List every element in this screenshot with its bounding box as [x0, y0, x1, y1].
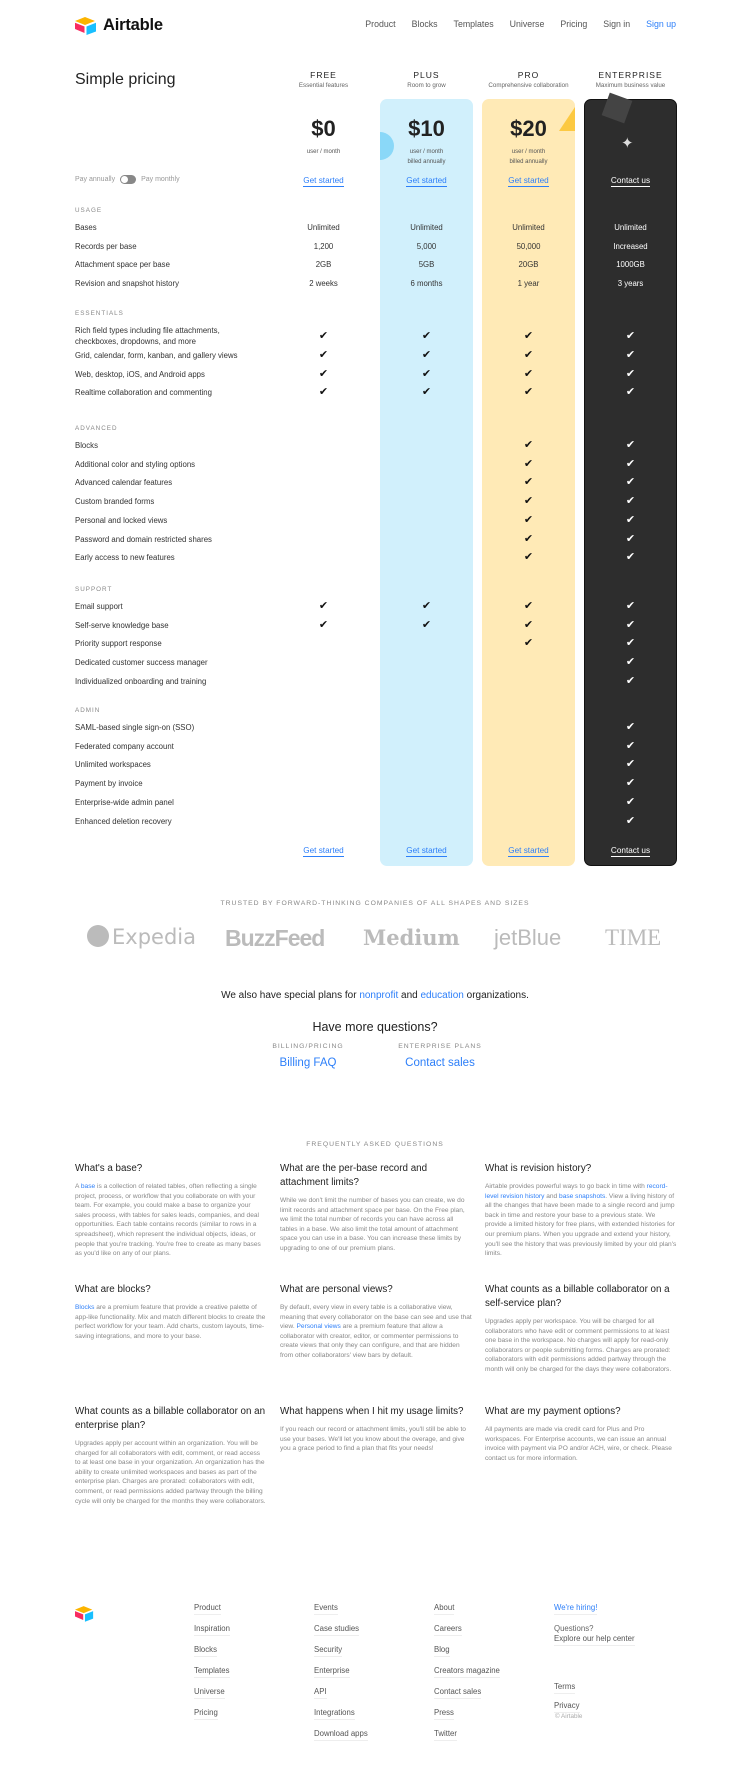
billing-faq-link[interactable]: Billing FAQ — [279, 1057, 337, 1069]
help-center-link[interactable]: Explore our help center — [554, 1634, 635, 1646]
feature-row-label: Advanced calendar features — [75, 478, 173, 488]
faq-item — [485, 1283, 677, 1375]
free-value: Unlimited — [307, 223, 340, 232]
enterprise-plan-subtitle: Maximum business value — [595, 82, 666, 89]
faq-answer-text: By default, every view in every table is a collaborative view, meaning that every collaborator on the base can see and use that view. — [280, 1304, 472, 1331]
faq-item — [75, 1405, 267, 1506]
check-icon: ✔ — [421, 330, 432, 342]
faq-item — [280, 1162, 472, 1254]
check-icon: ✔ — [625, 721, 636, 733]
check-icon: ✔ — [318, 349, 329, 361]
sparkle-icon: ✦ — [621, 135, 634, 152]
more-questions-title: Have more questions? — [312, 1020, 438, 1034]
check-icon: ✔ — [625, 349, 636, 361]
faq-answer-text: Upgrades apply per workspace. You will be charged for all collaborators who have edit or comment permissions to at least one base in the workspace. No charges will apply for read-only collaborators or people submitting forms. Charges are prorated: collaborators with edit permissions added partway through the month will only be charged for the days they were collaborators. — [485, 1318, 672, 1373]
check-icon: ✔ — [523, 439, 534, 451]
feature-row-label: Blocks — [75, 441, 98, 450]
check-icon: ✔ — [523, 330, 534, 342]
feature-row-label: Individualized onboarding and training — [75, 676, 207, 686]
plus-value: 5,000 — [416, 241, 437, 251]
feature-row-label: Enterprise-wide admin panel — [75, 797, 174, 807]
faq-answer-link[interactable]: base snapshots — [559, 1192, 606, 1200]
free-cta-button-bottom[interactable] — [277, 846, 370, 855]
special-plans-text: We also have special plans for nonprofit and education organizations. — [221, 990, 529, 1001]
billing-toggle — [75, 175, 180, 184]
feature-row-label: Federated company account — [75, 741, 174, 751]
faq-question: What happens when I hit my usage limits? — [280, 1406, 464, 1417]
enterprise-value: 1000GB — [616, 260, 645, 270]
pro-value: Unlimited — [512, 223, 545, 232]
faq-question: What are blocks? — [75, 1284, 151, 1295]
plus-cta-button[interactable] — [380, 176, 473, 185]
feature-row-label: Enhanced deletion recovery — [75, 816, 172, 826]
check-icon: ✔ — [523, 457, 534, 470]
check-icon: ✔ — [625, 637, 636, 650]
free-price-unit-line1: user / month — [306, 149, 341, 155]
faq-answer-link[interactable]: Personal views — [296, 1323, 341, 1331]
plus-plan-name: PLUS — [413, 70, 440, 80]
footer-airtable-logo-icon[interactable] — [75, 1605, 94, 1622]
check-icon: ✔ — [421, 600, 432, 612]
section-admin: ADMIN — [75, 707, 101, 714]
plus-price-unit — [380, 147, 473, 167]
free-value: 2GB — [315, 260, 332, 270]
expedia-logo: Expedia — [87, 925, 196, 949]
enterprise-value: Increased — [613, 241, 648, 251]
faq-answer-text: All payments are made via credit card for Plus and Pro workspaces. For Enterprise accounts, we can issue an annual invoice with payment via PO and/or ACH, wire, or check. Please contact us for more information. — [485, 1426, 672, 1462]
enterprise-value: 3 years — [617, 279, 644, 289]
faq-answer-text: is a collection of related tables, often reflecting a single project, process, or workflow that you collaborate on with your team. For example, you could make a base to organize your sales process, with tables for sales leads, companies, and deal opportunities. Each table contains records (similar to rows in a spreadsheet), which represent the individual objects, ideas, or people that you're tracking. You're free to create as many bases as you'd like on any of our plans. — [75, 1183, 261, 1258]
copyright: © Airtable — [555, 1713, 583, 1720]
faq-answer-text: Airtable provides powerful ways to go back in time with — [485, 1183, 647, 1190]
feature-row-label: SAML-based single sign-on (SSO) — [75, 723, 195, 732]
hiring-link[interactable]: We're hiring! — [554, 1603, 597, 1615]
footer-link-contact-sales[interactable]: Contact sales — [434, 1687, 481, 1699]
airtable-logo-icon — [75, 16, 97, 35]
free-value: 2 weeks — [309, 279, 338, 289]
nav-pricing[interactable]: Pricing — [560, 19, 588, 29]
nav-product[interactable]: Product — [365, 19, 396, 29]
footer-column-2 — [314, 1603, 368, 1741]
pro-cta-label: Get started — [508, 846, 549, 855]
footer-column-1 — [194, 1603, 230, 1720]
feature-row-label: Additional color and styling options — [75, 459, 196, 469]
feature-row-label: Email support — [75, 602, 123, 611]
faq-answer-text: and — [544, 1192, 560, 1200]
footer-link-case-studies[interactable]: Case studies — [314, 1624, 359, 1636]
faq-answer — [280, 1196, 472, 1254]
footer-link-blog[interactable]: Blog — [434, 1645, 450, 1657]
faq-answer-link[interactable]: record-level revision history — [485, 1183, 668, 1200]
faq-question: What are my payment options? — [485, 1406, 621, 1417]
education-link[interactable]: education — [420, 990, 464, 1001]
footer-link-security[interactable]: Security — [314, 1645, 342, 1657]
check-icon: ✔ — [625, 795, 636, 808]
faq-question: What's a base? — [75, 1163, 143, 1174]
check-icon: ✔ — [523, 532, 534, 545]
check-icon: ✔ — [318, 600, 329, 612]
faq-answer — [75, 1439, 267, 1506]
faq-question: What is revision history? — [485, 1163, 592, 1174]
faq-question: What counts as a billable collaborator on an enterprise plan? — [75, 1406, 266, 1431]
buzzfeed-logo: BuzzFeed — [225, 925, 325, 951]
footer-link-universe[interactable]: Universe — [194, 1687, 225, 1699]
check-icon: ✔ — [625, 674, 636, 687]
section-essentials: ESSENTIALS — [75, 310, 124, 317]
faq-answer-text: . View a living history of all the changes that have been made to a single record and jump back in time and restore your base to a previous state. We provide a limited history for free plans, with extended histories for our premium plans. When you upgrade and extend your history, you'll see the history that was previously limited by your old plan's limits. — [485, 1192, 677, 1258]
check-icon: ✔ — [318, 386, 329, 399]
check-icon: ✔ — [523, 513, 534, 526]
check-icon: ✔ — [625, 618, 636, 631]
feature-row-label: Early access to new features — [75, 553, 175, 563]
free-cta-label: Get started — [303, 176, 344, 185]
free-plan-name: FREE — [310, 70, 337, 80]
check-icon: ✔ — [318, 618, 329, 631]
check-icon: ✔ — [625, 551, 636, 564]
feature-row-label: Attachment space per base — [75, 260, 170, 270]
pro-plan-name: PRO — [517, 70, 540, 80]
faq-answer-text: are a premium feature that allow a collaborator with creator, editor, or commenter permissions to create views that only they can configure, and that are hidden from other collaborators' view bars by default. — [280, 1323, 460, 1359]
plus-column-background — [380, 99, 473, 866]
check-icon: ✔ — [523, 476, 534, 489]
plus-price: $10 — [408, 116, 445, 141]
check-icon: ✔ — [523, 600, 534, 612]
check-icon: ✔ — [625, 330, 636, 342]
faq-question: What are personal views? — [280, 1284, 393, 1295]
plus-value: Unlimited — [410, 223, 443, 232]
check-icon: ✔ — [625, 814, 636, 827]
faq-answer — [280, 1303, 472, 1361]
feature-row-label: Self-serve knowledge base — [75, 620, 169, 630]
faq-question: What are the per-base record and attachment limits? — [280, 1163, 428, 1188]
plus-price-unit-line2: billed annually — [407, 159, 446, 165]
pro-price: $20 — [510, 116, 547, 141]
footer-link-twitter[interactable]: Twitter — [434, 1729, 457, 1741]
enterprise-decoration-shape — [602, 93, 633, 124]
check-icon: ✔ — [523, 495, 534, 508]
free-plan-subtitle: Essential features — [298, 82, 349, 89]
feature-row-label: Dedicated customer success manager — [75, 658, 208, 668]
check-icon: ✔ — [625, 476, 636, 489]
plus-value: 6 months — [410, 279, 443, 289]
plus-cta-button-bottom[interactable] — [380, 846, 473, 855]
pay-annually-label: Pay annually — [75, 176, 116, 183]
pro-price-unit-line2: billed annually — [509, 159, 548, 165]
footer-column-4 — [554, 1603, 635, 1713]
terms-link[interactable]: Terms — [554, 1682, 575, 1694]
feature-row-label: Bases — [75, 223, 97, 232]
airtable-logo[interactable] — [75, 16, 163, 35]
check-icon: ✔ — [625, 386, 636, 399]
faq-answer-text: While we don't limit the number of bases you can create, we do limit records and attachment space per base. On the Free plan, we limit the total number of records you can have across all tables in a base. We also limit the total amount of attachment space you can use in a base. You can increase these limits by upgrading to one of our premium plans. — [280, 1197, 465, 1252]
free-value: 1,200 — [313, 241, 334, 251]
check-icon: ✔ — [421, 618, 432, 631]
nav-universe[interactable]: Universe — [509, 19, 545, 29]
footer-link-pricing[interactable]: Pricing — [194, 1708, 218, 1720]
faq-answer — [485, 1317, 677, 1375]
feature-row-label: Records per base — [75, 241, 137, 251]
faq-answer-link[interactable]: Blocks — [75, 1304, 95, 1311]
faq-answer — [485, 1182, 677, 1259]
feature-row-label: Personal and locked views — [75, 515, 168, 525]
nav-sign-up[interactable]: Sign up — [646, 19, 676, 29]
feature-row-label: Revision and snapshot history — [75, 279, 180, 289]
billing-pricing-label: BILLING/PRICING — [272, 1043, 344, 1050]
section-usage: USAGE — [75, 207, 103, 214]
faq-answer — [75, 1182, 267, 1259]
faq-answer — [75, 1303, 267, 1341]
faq-title: FREQUENTLY ASKED QUESTIONS — [306, 1141, 444, 1148]
check-icon: ✔ — [625, 739, 636, 752]
check-icon: ✔ — [523, 386, 534, 399]
pro-plan-subtitle: Comprehensive collaboration — [488, 82, 569, 89]
enterprise-plans-label: ENTERPRISE PLANS — [398, 1043, 482, 1050]
faq-item — [280, 1283, 472, 1361]
pro-price-unit-line1: user / month — [511, 149, 546, 155]
plus-plan-subtitle: Room to grow — [407, 82, 446, 89]
faq-answer — [280, 1425, 472, 1454]
feature-row-label: Custom branded forms — [75, 497, 155, 507]
check-icon: ✔ — [318, 367, 329, 380]
plus-cta-label: Get started — [406, 176, 447, 185]
billing-switch[interactable] — [120, 175, 136, 184]
pro-cta-button-bottom[interactable] — [482, 846, 575, 855]
plus-value: 5GB — [418, 260, 435, 270]
check-icon: ✔ — [625, 457, 636, 470]
footer-link-inspiration[interactable]: Inspiration — [194, 1624, 230, 1636]
plus-cta-label: Get started — [406, 846, 447, 855]
faq-answer-text: are a premium feature that provide a creative palette of app-like functionality. Mix and match different blocks to create the perfect workflow for your team. Add charts, custom layouts, time-saving integrations, and more to your base. — [75, 1304, 266, 1340]
footer-link-events[interactable]: Events — [314, 1603, 338, 1615]
enterprise-cta-button-bottom[interactable] — [584, 846, 677, 855]
check-icon: ✔ — [625, 600, 636, 612]
check-icon: ✔ — [625, 758, 636, 771]
feature-row-label: Unlimited workspaces — [75, 760, 151, 770]
footer-column-3 — [434, 1603, 500, 1741]
footer-link-integrations[interactable]: Integrations — [314, 1708, 355, 1720]
check-icon: ✔ — [625, 439, 636, 451]
check-icon: ✔ — [625, 532, 636, 545]
footer-link-product[interactable]: Product — [194, 1603, 221, 1615]
enterprise-cta-label: Contact us — [610, 846, 651, 855]
feature-row-label: Password and domain restricted shares — [75, 534, 212, 544]
nav-templates[interactable]: Templates — [453, 19, 494, 29]
contact-sales-link[interactable]: Contact sales — [405, 1057, 475, 1069]
faq-answer-text: A — [75, 1183, 81, 1190]
enterprise-plan-name: ENTERPRISE — [598, 70, 663, 80]
faq-answer-text: Upgrades apply per account within an organization. You will be charged for all collaborators with edit, comment, or read access to at least one base in your organization. An organization has the ability to create unlimited workspaces and bases as part of the enterprise plan. Charges are prorated: collaborators with edit, comment, or read permissions added partway through the billing cycle will only be charged for the months they were collaborators. — [75, 1440, 266, 1505]
footer-link-enterprise[interactable]: Enterprise — [314, 1666, 350, 1678]
feature-row-label: Web, desktop, iOS, and Android apps — [75, 369, 205, 379]
footer-link-api[interactable]: API — [314, 1687, 327, 1699]
pro-cta-label: Get started — [508, 176, 549, 185]
pro-cta-button[interactable] — [482, 176, 575, 185]
feature-row-label: Grid, calendar, form, kanban, and gallery views — [75, 351, 238, 360]
pro-value: 20GB — [518, 260, 539, 270]
plus-price-unit-line1: user / month — [409, 149, 444, 155]
privacy-link[interactable]: Privacy — [554, 1701, 580, 1713]
footer-link-templates[interactable]: Templates — [194, 1666, 230, 1678]
free-cta-label: Get started — [303, 846, 344, 855]
free-cta-button[interactable] — [277, 176, 370, 185]
free-price: $0 — [311, 116, 336, 141]
feature-row-label: Payment by invoice — [75, 779, 143, 789]
footer-link-press[interactable]: Press — [434, 1708, 454, 1720]
section-support: SUPPORT — [75, 586, 113, 593]
medium-logo: Medium — [363, 925, 460, 950]
faq-item — [485, 1405, 677, 1463]
nav-sign-in[interactable]: Sign in — [603, 19, 631, 29]
faq-answer-link[interactable]: base — [80, 1183, 96, 1190]
faq-item — [485, 1162, 677, 1259]
check-icon: ✔ — [625, 513, 636, 526]
footer-link-creators-magazine[interactable]: Creators magazine — [434, 1666, 500, 1678]
check-icon: ✔ — [523, 637, 534, 650]
free-price-unit — [277, 147, 370, 157]
faq-item — [75, 1283, 267, 1341]
footer-link-about[interactable]: About — [434, 1603, 454, 1615]
trusted-label: TRUSTED BY FORWARD-THINKING COMPANIES OF ALL SHAPES AND SIZES — [220, 900, 530, 907]
feature-row-label: Realtime collaboration and commenting — [75, 388, 212, 398]
check-icon: ✔ — [523, 349, 534, 361]
faq-answer-text: If you reach our record or attachment limits, you'll still be able to use your bases. We'll let you know about the overage, and give you a grace period to find a plan that fits your needs! — [280, 1426, 466, 1453]
faq-question: What counts as a billable collaborator on a self-service plan? — [485, 1284, 670, 1309]
pro-value: 50,000 — [516, 241, 541, 251]
nav-blocks[interactable]: Blocks — [411, 19, 438, 29]
check-icon: ✔ — [625, 367, 636, 380]
check-icon: ✔ — [523, 551, 534, 564]
time-logo: TIME — [605, 925, 662, 950]
check-icon: ✔ — [625, 777, 636, 790]
enterprise-cta-label: Contact us — [610, 176, 651, 185]
check-icon: ✔ — [625, 495, 636, 508]
page-title: Simple pricing — [75, 71, 176, 88]
pay-monthly-label: Pay monthly — [141, 176, 180, 183]
jetblue-logo: jetBlue — [494, 925, 562, 950]
nonprofit-link[interactable]: nonprofit — [359, 990, 399, 1001]
check-icon: ✔ — [318, 330, 329, 342]
check-icon: ✔ — [421, 386, 432, 399]
check-icon: ✔ — [523, 618, 534, 631]
faq-item — [280, 1405, 472, 1454]
top-nav — [365, 19, 676, 29]
faq-answer — [485, 1425, 677, 1463]
questions-label: Questions? — [554, 1624, 594, 1633]
faq-item — [75, 1162, 267, 1259]
check-icon: ✔ — [421, 367, 432, 380]
pro-price-unit — [482, 147, 575, 167]
feature-row-label: Priority support response — [75, 639, 162, 649]
feature-row-label: Rich field types including file attachments, checkboxes, dropdowns, and more — [75, 326, 220, 346]
check-icon: ✔ — [523, 367, 534, 380]
pro-value: 1 year — [517, 279, 540, 289]
enterprise-cta-button[interactable] — [584, 176, 677, 185]
section-advanced: ADVANCED — [75, 425, 118, 432]
brand-name: Airtable — [103, 16, 163, 34]
check-icon: ✔ — [421, 349, 432, 361]
enterprise-value: Unlimited — [614, 223, 647, 232]
footer-link-blocks[interactable]: Blocks — [194, 1645, 217, 1657]
footer-link-download-apps[interactable]: Download apps — [314, 1729, 368, 1741]
footer-link-careers[interactable]: Careers — [434, 1624, 462, 1636]
check-icon: ✔ — [625, 656, 636, 669]
